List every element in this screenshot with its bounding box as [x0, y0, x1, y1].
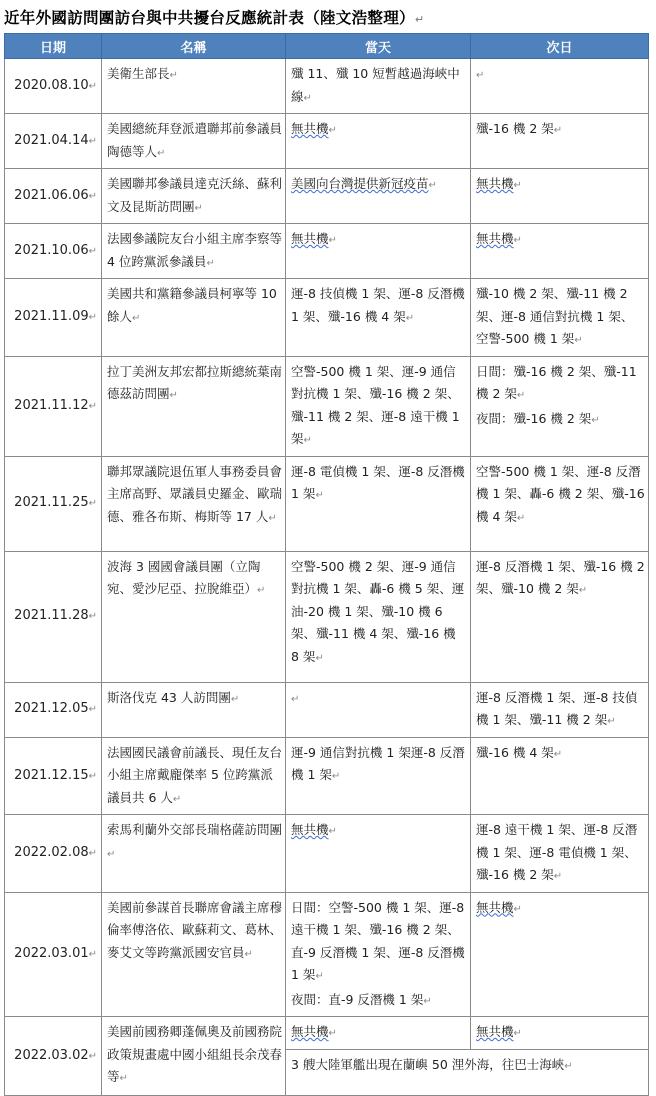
row-name: [102, 356, 286, 456]
paragraph-mark: ↵: [513, 235, 522, 246]
row-date: [5, 224, 102, 279]
table-row: [5, 169, 649, 224]
cell-line: [476, 173, 645, 198]
paragraph-mark: ↵: [132, 312, 141, 324]
date-text: 2021.06.06: [14, 187, 89, 203]
cell-line: [476, 1021, 645, 1046]
row-name: [102, 224, 286, 279]
cell-line: [291, 687, 467, 712]
cell-line: [291, 1021, 467, 1046]
table-row: [5, 1017, 649, 1050]
name-text: 美國前參謀首長聯席會議主席穆倫率傅洛依、歐蘇莉文、葛林、麥艾文等跨黨派國安官員: [107, 899, 283, 960]
cell-text: 殲-10 機 2 架、殲-11 機 2 架、運-8 通信對抗機 1 架、空警-500 機 1 架: [476, 286, 634, 346]
cell-line: [476, 361, 645, 408]
row-next: [471, 224, 649, 279]
name-text: 美國總統拜登派遣聯邦前參議員陶德等人: [107, 121, 283, 159]
cell-text: 空警-500 機 2 架、運-9 通信對抗機 1 架、轟-6 機 5 架、運油-20 機 1 架、殲-10 機 6 架、殲-11 機 4 架、殲-16 機 8 架: [291, 558, 465, 664]
row-next: [471, 114, 649, 169]
date-text: 2021.11.12: [14, 397, 89, 413]
paragraph-mark: ↵: [88, 770, 97, 782]
paragraph-mark: ↵: [244, 948, 253, 960]
paragraph-mark: ↵: [328, 125, 337, 136]
paragraph-mark: ↵: [230, 693, 240, 705]
table-row: [5, 551, 649, 682]
paragraph-mark: ↵: [564, 1060, 573, 1072]
row-date: [5, 551, 102, 682]
cell-line: [476, 228, 645, 253]
cell-line: [476, 556, 645, 603]
row-name: [102, 456, 286, 551]
date-text: 2021.11.25: [14, 495, 89, 511]
cell-text: 夜間：直-9 反潛機 1 架: [291, 991, 424, 1007]
cell-line: [291, 897, 467, 989]
paragraph-mark: ↵: [88, 190, 97, 202]
row-next: [471, 456, 649, 551]
paragraph-mark: ↵: [157, 147, 166, 159]
cell-text: 運-8 反潛機 1 架、殲-16 機 2 架、殲-10 機 2 架: [476, 558, 645, 596]
row-next: [471, 551, 649, 682]
table-row: [5, 59, 649, 114]
table-row: [5, 356, 649, 456]
row-date: [5, 169, 102, 224]
date-text: 2022.03.01: [14, 946, 89, 961]
cell-text: 無共機: [291, 1024, 329, 1039]
name-text: 美衛生部長: [107, 66, 170, 81]
cell-text: 空警-500 機 1 架、運-9 通信對抗機 1 架、殲-16 機 2 架、殲-11 機 2 架、運-8 遠干機 1 架: [291, 363, 460, 446]
cell-text: 殲-16 機 4 架: [476, 744, 554, 760]
cell-text: 無共機: [476, 231, 514, 246]
row-next: [471, 356, 649, 456]
paragraph-mark: ↵: [88, 312, 97, 323]
cell-line: [291, 461, 467, 508]
row-date: [5, 892, 102, 1017]
row-name: [102, 169, 286, 224]
cell-line: [291, 228, 467, 253]
paragraph-mark: ↵: [88, 135, 97, 147]
cell-text: 日間：殲-16 機 2 架、殲-11 機 2 架: [476, 363, 637, 401]
cell-line: [476, 408, 645, 433]
header-day: 當天: [286, 34, 471, 59]
row-date: [5, 59, 102, 114]
paragraph-mark: ↵: [405, 312, 415, 324]
row-next: [471, 737, 649, 815]
row-next: [471, 892, 649, 1017]
date-text: 2022.02.08: [14, 845, 89, 860]
paragraph-mark: ↵: [553, 871, 563, 882]
cell-line: [476, 461, 645, 531]
row-day: [286, 456, 471, 551]
stats-table: [4, 33, 649, 1096]
cell-text: 無共機: [476, 899, 514, 915]
row-day: [286, 114, 471, 169]
paragraph-mark: ↵: [291, 693, 300, 705]
paragraph-mark: ↵: [513, 903, 522, 915]
table-row: [5, 815, 649, 893]
cell-text: 運-8 電偵機 1 架、運-8 反潛機 1 架: [291, 463, 465, 501]
row-name: [102, 815, 286, 893]
paragraph-mark: ↵: [476, 70, 485, 81]
row-day: [286, 737, 471, 815]
paragraph-mark: ↵: [88, 949, 97, 960]
cell-text: 殲 11、殲 10 短暫越過海峽中線: [291, 66, 460, 104]
paragraph-mark: ↵: [257, 585, 266, 596]
paragraph-mark: ↵: [107, 848, 116, 860]
paragraph-mark: ↵: [88, 1050, 97, 1062]
paragraph-mark: ↵: [88, 245, 97, 257]
row-date: [5, 456, 102, 551]
cell-line: [476, 687, 645, 734]
header-date: 日期: [5, 34, 102, 59]
date-text: 2021.11.28: [14, 608, 89, 624]
paragraph-mark: ↵: [553, 748, 563, 760]
paragraph-mark: ↵: [328, 826, 337, 837]
paragraph-mark: ↵: [172, 793, 182, 805]
cell-text: 運-8 技偵機 1 架、運-8 反潛機 1 架、殲-16 機 4 架: [291, 286, 465, 324]
row-name: [102, 737, 286, 815]
paragraph-mark: ↵: [303, 92, 312, 104]
name-text: 美國共和黨籍參議員柯寧等 10 餘人: [107, 286, 277, 324]
row-day: [286, 551, 471, 682]
row-day: [286, 224, 471, 279]
row-date: [5, 279, 102, 357]
name-text: 斯洛伐克 43 人訪問團: [107, 689, 231, 705]
paragraph-mark: ↵: [574, 335, 583, 346]
paragraph-mark: ↵: [578, 585, 588, 596]
paragraph-mark: ↵: [553, 125, 563, 136]
cell-line: [291, 989, 467, 1014]
paragraph-mark: ↵: [88, 80, 97, 92]
paragraph-mark: ↵: [315, 971, 324, 982]
paragraph-mark: ↵: [268, 512, 277, 524]
row-day: [286, 815, 471, 893]
row-date: [5, 114, 102, 169]
paragraph-mark: ↵: [194, 202, 203, 214]
paragraph-mark: ↵: [169, 390, 178, 401]
row-next: [471, 1017, 649, 1050]
cell-line: [291, 742, 467, 789]
name-text: 波海 3 國國會議員團（立陶宛、愛沙尼亞、拉脫維亞）: [107, 558, 261, 596]
cell-text: 無共機: [291, 231, 329, 246]
cell-line: [291, 63, 467, 110]
cell-line: [476, 819, 645, 889]
row-day: [286, 279, 471, 357]
row-name: [102, 114, 286, 169]
name-text: 法國參議院友台小組主席李察等 4 位跨黨派參議員: [107, 231, 283, 269]
date-text: 2020.08.10: [14, 77, 89, 93]
row-day: [286, 1017, 471, 1050]
row-next: [471, 815, 649, 893]
paragraph-mark: ↵: [607, 716, 616, 727]
cell-text: 夜間：殲-16 機 2 架: [476, 410, 592, 426]
row-day: [286, 169, 471, 224]
cell-text: 無共機: [291, 822, 329, 837]
header-next: 次日: [471, 34, 649, 59]
row-name: [102, 279, 286, 357]
paragraph-mark: ↵: [513, 180, 522, 191]
row-day: [286, 892, 471, 1017]
row-name: [102, 59, 286, 114]
row-date: [5, 356, 102, 456]
row-name: [102, 892, 286, 1017]
row-next: [471, 59, 649, 114]
paragraph-mark: ↵: [88, 400, 97, 412]
paragraph-mark: ↵: [428, 180, 437, 191]
row-name: [102, 682, 286, 737]
cell-text: 日間：空警-500 機 1 架、運-8 遠干機 1 架、殲-16 機 2 架、直-9 反潛機 1 架、運-8 反潛機 1 架: [291, 899, 465, 982]
cell-line: [291, 283, 467, 330]
row-next: [471, 169, 649, 224]
paragraph-mark: ↵: [315, 490, 324, 501]
row-day: [286, 59, 471, 114]
cell-text: 無共機: [291, 121, 329, 136]
row-next: [471, 682, 649, 737]
date-text: 2021.04.14: [14, 132, 89, 148]
row-name: [102, 551, 286, 682]
paragraph-mark: ↵: [169, 70, 178, 81]
cell-text: 運-9 通信對抗機 1 架運-8 反潛機 1 架: [291, 744, 465, 782]
cell-text: 運-8 反潛機 1 架、運-8 技偵機 1 架、殲-11 機 2 架: [476, 689, 638, 727]
cell-line: [291, 173, 467, 198]
name-text: 美國聯邦參議員達克沃絲、蘇利文及昆斯訪問團: [107, 176, 283, 214]
paragraph-mark: ↵: [88, 848, 97, 859]
cell-line: [291, 361, 467, 453]
table-row: [5, 279, 649, 357]
table-row: [5, 737, 649, 815]
cell-line: [476, 283, 645, 353]
paragraph-mark: ↵: [206, 257, 215, 269]
row-date: [5, 815, 102, 893]
row-day: [286, 682, 471, 737]
cell-line: [476, 742, 645, 767]
paragraph-mark: ↵: [328, 1028, 337, 1039]
paragraph-mark: ↵: [328, 235, 337, 246]
cell-text: 空警-500 機 1 架、運-8 反潛機 1 架、轟-6 機 2 架、殲-16 機 4 架: [476, 463, 645, 524]
cell-line: [291, 819, 467, 844]
paragraph-mark: ↵: [315, 652, 324, 664]
date-text: 2021.11.09: [14, 309, 89, 324]
paragraph-mark: ↵: [303, 435, 312, 446]
paragraph-mark: ↵: [88, 704, 97, 716]
paragraph-mark: ↵: [516, 390, 526, 401]
name-text: 美國前國務卿蓬佩奧及前國務院政策規畫處中國小組組長余茂春等: [107, 1024, 283, 1084]
row-date: [5, 682, 102, 737]
cell-text: 美國向台灣提供新冠疫苗: [291, 176, 429, 191]
name-text: 索馬利蘭外交部長瑞格薩訪問團: [107, 822, 283, 837]
name-text: 法國國民議會前議長、現任友台小組主席戴龐傑率 5 位跨黨派議員共 6 人: [107, 744, 283, 805]
paragraph-mark: ↵: [513, 1028, 522, 1039]
paragraph-mark: ↵: [331, 771, 341, 782]
table-row: [5, 682, 649, 737]
date-text: 2021.12.05: [14, 701, 89, 717]
cell-text: 無共機: [476, 1024, 514, 1039]
row-date: [5, 737, 102, 815]
table-body: [5, 59, 649, 1096]
date-text: 2022.03.02: [14, 1047, 89, 1063]
cell-text: 無共機: [476, 176, 514, 191]
merged-text: 3 艘大陸軍艦出現在蘭嶼 50 浬外海，往巴士海峽: [291, 1056, 565, 1072]
paragraph-mark: ↵: [88, 611, 97, 623]
name-text: 拉丁美洲友邦宏都拉斯總統葉南德茲訪問團: [107, 363, 283, 401]
paragraph-mark: ↵: [516, 512, 526, 524]
paragraph-mark: ↵: [119, 1073, 128, 1084]
date-text: 2021.12.15: [14, 767, 89, 783]
table-row: [5, 456, 649, 551]
cell-line: [476, 63, 645, 88]
date-text: 2021.10.06: [14, 242, 89, 258]
cell-text: 運-8 遠干機 1 架、運-8 反潛機 1 架、運-8 電偵機 1 架、殲-16 機 2 架: [476, 822, 638, 882]
paragraph-mark: ↵: [591, 414, 600, 426]
cell-line: [476, 118, 645, 143]
cell-line: [291, 556, 467, 671]
table-row: [5, 892, 649, 1017]
paragraph-mark: ↵: [88, 498, 97, 510]
paragraph-mark: ↵: [423, 995, 432, 1007]
table-header-row: [5, 34, 649, 59]
cell-line: [476, 897, 645, 922]
row-day: [286, 356, 471, 456]
header-name: 名稱: [102, 34, 286, 59]
cell-line: [291, 118, 467, 143]
page-title: 近年外國訪問團訪台與中共擾台反應統計表（陸文浩整理）↵: [4, 9, 425, 27]
name-text: 聯邦眾議院退伍軍人事務委員會主席高野、眾議員史羅金、歐瑞德、雅各布斯、梅斯等 17 人: [107, 463, 283, 524]
table-row: [5, 224, 649, 279]
cell-text: 殲-16 機 2 架: [476, 121, 554, 136]
row-next: [471, 279, 649, 357]
table-row: [5, 114, 649, 169]
